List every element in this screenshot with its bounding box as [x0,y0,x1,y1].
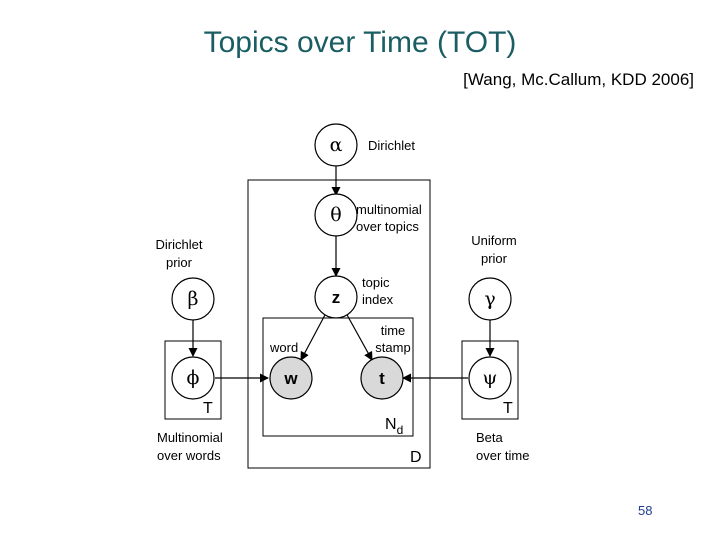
label-beta-time-line2: over time [476,448,530,463]
label-word: word [270,340,299,355]
psi-symbol: ψ [482,367,498,389]
alpha-symbol: α [329,134,343,156]
edge-z-w [301,313,326,360]
label-uniform-prior-line1: Uniform [471,233,517,248]
label-dirichlet-prior-line1: Dirichlet [155,237,203,252]
beta-node [172,278,214,320]
w-symbol: w [284,369,298,388]
gamma-node [469,278,511,320]
word-plate-label-sub: d [396,423,404,437]
label-time-stamp-line1: time [380,323,406,338]
label-topic-index-line2: index [362,292,394,307]
theta-node [315,194,357,236]
label-time-stamp-line2: stamp [375,340,411,355]
document-plate-label: D [410,449,422,466]
beta-symbol: β [187,288,199,310]
phi-node [172,357,214,399]
psi-plate-label: T [503,400,513,417]
label-uniform-prior-line2: prior [480,251,508,266]
gamma-symbol: γ [484,288,496,310]
theta-symbol: θ [330,204,342,226]
label-multinomial-topics-line1: multinomial [356,202,422,217]
t-node [361,357,403,399]
z-symbol: z [331,288,341,307]
w-node [270,357,312,399]
citation: [Wang, Mc.Callum, KDD 2006] [463,70,694,89]
word-plate-label [385,416,403,437]
page-number: 58 [638,503,653,518]
label-multinomial-words-line2: over words [157,448,221,463]
alpha-node [315,124,357,166]
label-dirichlet-prior-line2: prior [165,255,193,270]
word-plate-label-base: N [385,416,397,433]
z-node [315,276,357,318]
label-beta-time-line1: Beta [476,430,503,445]
phi-symbol: ϕ [186,367,200,389]
label-topic-index-line1: topic [362,275,390,290]
t-symbol: t [379,369,385,388]
label-dirichlet: Dirichlet [368,138,415,153]
slide-title: Topics over Time (TOT) [203,26,517,59]
edge-z-t [346,313,372,360]
phi-plate-label: T [203,400,213,417]
psi-node [469,357,511,399]
label-multinomial-words-line1: Multinomial [157,430,223,445]
label-multinomial-topics-line2: over topics [356,219,419,234]
